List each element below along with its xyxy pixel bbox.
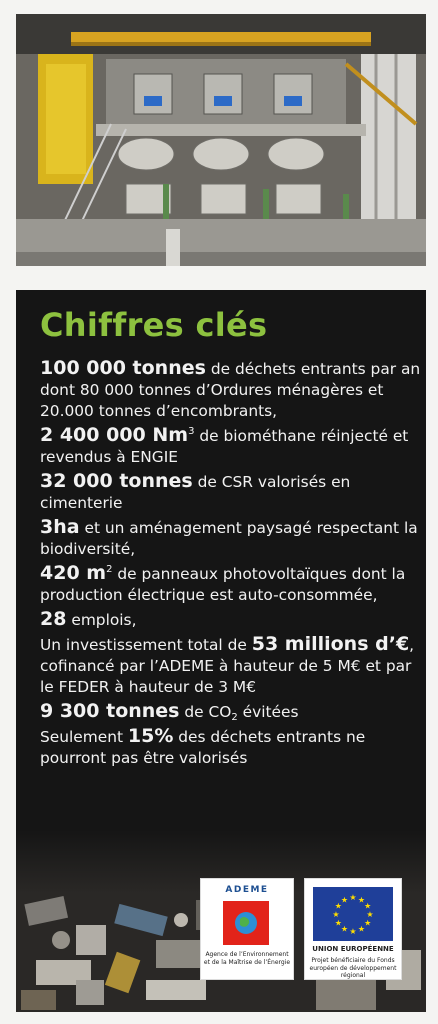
ademe-logo [200, 878, 294, 980]
fact-value: 2 400 000 Nm [40, 424, 189, 446]
fact-waste-input [40, 358, 422, 422]
eu-star-icon: ★ [340, 895, 349, 905]
fact-prefix: Seulement [40, 728, 128, 746]
fact-text: , cofinancé par l’ADEME à hauteur de 5 M€ et par le FEDER à hauteur de 3 M€ [40, 636, 415, 696]
fact-value: 9 300 tonnes [40, 700, 180, 722]
fact-prefix: Un investissement total de [40, 636, 252, 654]
fact-csr [40, 471, 422, 514]
eu-name: UNION EUROPÉENNE [312, 945, 394, 953]
fact-residual-waste [40, 726, 422, 769]
eu-subtitle: Projet bénéficiaire du Fonds européen de développement régional [309, 957, 397, 979]
fact-text: des déchets entrants ne pourront pas être valorisés [40, 728, 366, 767]
fact-superscript: 2 [106, 564, 113, 575]
fact-subscript: 2 [231, 712, 238, 723]
ademe-logo-icon [223, 901, 269, 945]
fact-value: 32 000 tonnes [40, 470, 193, 492]
eu-star-icon: ★ [364, 918, 372, 928]
eu-star-icon: ★ [349, 927, 357, 936]
eu-flag-icon [313, 887, 393, 941]
eu-star-icon: ★ [334, 918, 342, 928]
fact-text: de biométhane réinjecté et revendus à ENGIE [40, 427, 409, 466]
eu-logo [304, 878, 402, 980]
eu-star-icon: ★ [332, 910, 340, 919]
fact-text: de déchets entrants par an dont 80 000 tonnes d’Ordures ménagères et 20.000 tonnes d’encombrants, [40, 360, 421, 420]
fact-biomethane [40, 425, 422, 468]
eu-star-icon: ★ [366, 910, 374, 919]
fact-investment [40, 634, 422, 698]
eu-star-icon: ★ [357, 924, 366, 934]
fact-suffix: évitées [237, 703, 299, 721]
fact-superscript: 3 [188, 426, 195, 437]
fact-text: de CSR valorisés en cimenterie [40, 473, 351, 512]
fact-solar-panels [40, 563, 422, 606]
fact-value: 28 [40, 608, 67, 630]
ademe-name: ADEME [225, 885, 269, 895]
key-figures-list [40, 358, 422, 772]
fact-text: emplois, [66, 611, 137, 629]
fact-value: 3ha [40, 516, 80, 538]
fact-jobs [40, 609, 422, 631]
fact-text: et un aménagement paysagé respectant la biodiversité, [40, 519, 418, 558]
eu-star-icon: ★ [357, 895, 366, 905]
industrial-plant-photo [16, 14, 426, 266]
fact-landscape [40, 517, 422, 560]
fact-text: de panneaux photovoltaïques dont la production électrique est auto-consommée, [40, 565, 406, 604]
fact-value: 53 millions d’€ [251, 633, 410, 655]
eu-star-icon: ★ [334, 901, 342, 911]
eu-star-icon: ★ [364, 901, 372, 911]
fact-co2-avoided [40, 701, 422, 723]
fact-value: 100 000 tonnes [40, 357, 206, 379]
fact-value: 420 m [40, 562, 107, 584]
fact-value: 15% [127, 725, 174, 747]
fact-text: de CO [179, 703, 232, 721]
eu-star-icon: ★ [349, 893, 357, 902]
eu-star-icon: ★ [340, 924, 349, 934]
section-heading: Chiffres clés [40, 306, 268, 344]
ademe-subtitle: Agence de l’Environnement et de la Maîtrise de l’Énergie [203, 951, 291, 966]
